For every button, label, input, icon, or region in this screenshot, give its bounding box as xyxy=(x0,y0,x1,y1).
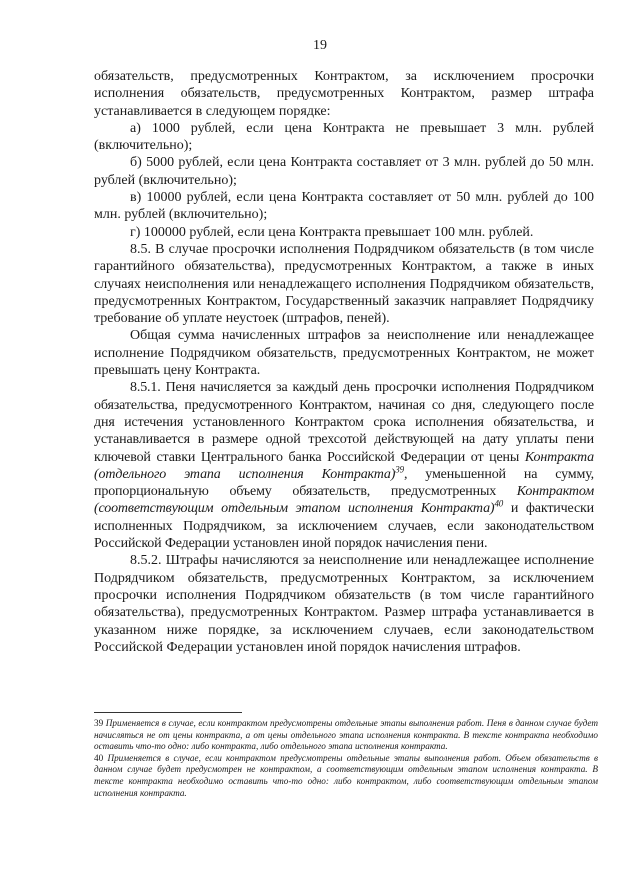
page-number: 19 xyxy=(313,38,327,53)
footnote-number: 40 xyxy=(94,752,104,763)
footnote-ref-39[interactable]: 39 xyxy=(395,464,404,475)
paragraph-8-5-1 xyxy=(94,379,594,552)
paragraph-8-5: 8.5. В случае просрочки исполнения Подрядчиком обязательств (в том числе гарантийного обязательства), предусмотренных Контрактом, а также в иных случаях неисполнения или ненадлежащего исполнения Подрядчиком обязательств, предусмотренных Контрактом, Государственный заказчик направляет Подрядчику требование об уплате неустоек (штрафов, пеней). xyxy=(94,241,594,327)
paragraph-8-5-2: 8.5.2. Штрафы начисляются за неисполнение или ненадлежащее исполнение Подрядчиком обязательств, предусмотренных Контрактом, за исключением просрочки исполнения Подрядчиком обязательств (в том числе гарантийного обязательства), предусмотренных Контрактом. Размер штрафа устанавливается в указанном ниже порядке, за исключением случаев, если законодательством Российской Федерации установлен иной порядок начисления штрафов. xyxy=(94,553,594,655)
body-text xyxy=(94,68,594,656)
list-item-b: б) 5000 рублей, если цена Контракта составляет от 3 млн. рублей до 50 млн. рублей (включительно); xyxy=(94,155,594,188)
paragraph-continuation: обязательств, предусмотренных Контрактом, за исключением просрочки исполнения обязательств, предусмотренных Контрактом, размер штрафа устанавливается в следующем порядке: xyxy=(94,69,594,119)
list-item-a: а) 1000 рублей, если цена Контракта не превышает 3 млн. рублей (включительно); xyxy=(94,120,594,154)
footnote-separator xyxy=(94,712,242,713)
list-item-v: в) 10000 рублей, если цена Контракта составляет от 50 млн. рублей до 100 млн. рублей (включительно); xyxy=(94,190,594,223)
footnote-39 xyxy=(94,718,598,753)
paragraph-8-5-1-part-a: 8.5.1. Пеня начисляется за каждый день просрочки исполнения Подрядчиком обязательства, предусмотренного Контрактом, начиная со дня, следующего после дня истечения установленного Контрактом срока исполнения обязательства, и устанавливается в размере одной трехсотой действующей на дату уплаты пени ключевой ставки Центрального банка Российской Федерации от цены xyxy=(94,380,594,465)
paragraph-8-5-1-part-e: и фактически исполненных Подрядчиком, за исключением случаев, если законодательством Российской Федерации установлен иной порядок начисления пени. xyxy=(94,501,594,552)
paragraph-8-5-1-italic-contract-stage-2: Контрактом (соответствующим отдельным этапом исполнения Контракта) xyxy=(94,484,594,517)
footnote-40 xyxy=(94,753,598,799)
paragraph-total-fines: Общая сумма начисленных штрафов за неисполнение или ненадлежащее исполнение Подрядчиком обязательств, предусмотренных Контрактом, не может превышать цену Контракта. xyxy=(94,328,594,379)
footnote-text: Применяется в случае, если контрактом предусмотрены отдельные этапы выполнения работ. Объем обязательств в данном случае будет предусмотрен не контрактом, а соответствующим отдельным этапом исполнения контракта. В тексте контракта необходимо оставить что-то одно: либо контрактом, либо соответствующим отдельным этапом исполнения контракта. xyxy=(94,752,598,798)
paragraph-8-5-1-italic-contract-stage: Контракта (отдельного этапа исполнения Контракта) xyxy=(94,449,594,482)
footnotes xyxy=(94,718,598,799)
footnote-ref-40[interactable]: 40 xyxy=(494,498,504,509)
paragraph-8-5-1-part-c: , уменьшенной на сумму, пропорциональную объему обязательств, предусмотренных xyxy=(94,466,595,500)
footnote-number: 39 xyxy=(94,718,104,728)
list-item-g: г) 100000 рублей, если цена Контракта превышает 100 млн. рублей. xyxy=(130,224,534,240)
footnote-text: Применяется в случае, если контрактом предусмотрены отдельные этапы выполнения работ. Пеня в данном случае будет начисляться не от цены контракта, а от цены отдельного этапа исполнения контракта. В тексте контракта необходимо оставить что-то одно: либо контракта, либо отдельного этапа исполнения контракта. xyxy=(94,718,598,752)
